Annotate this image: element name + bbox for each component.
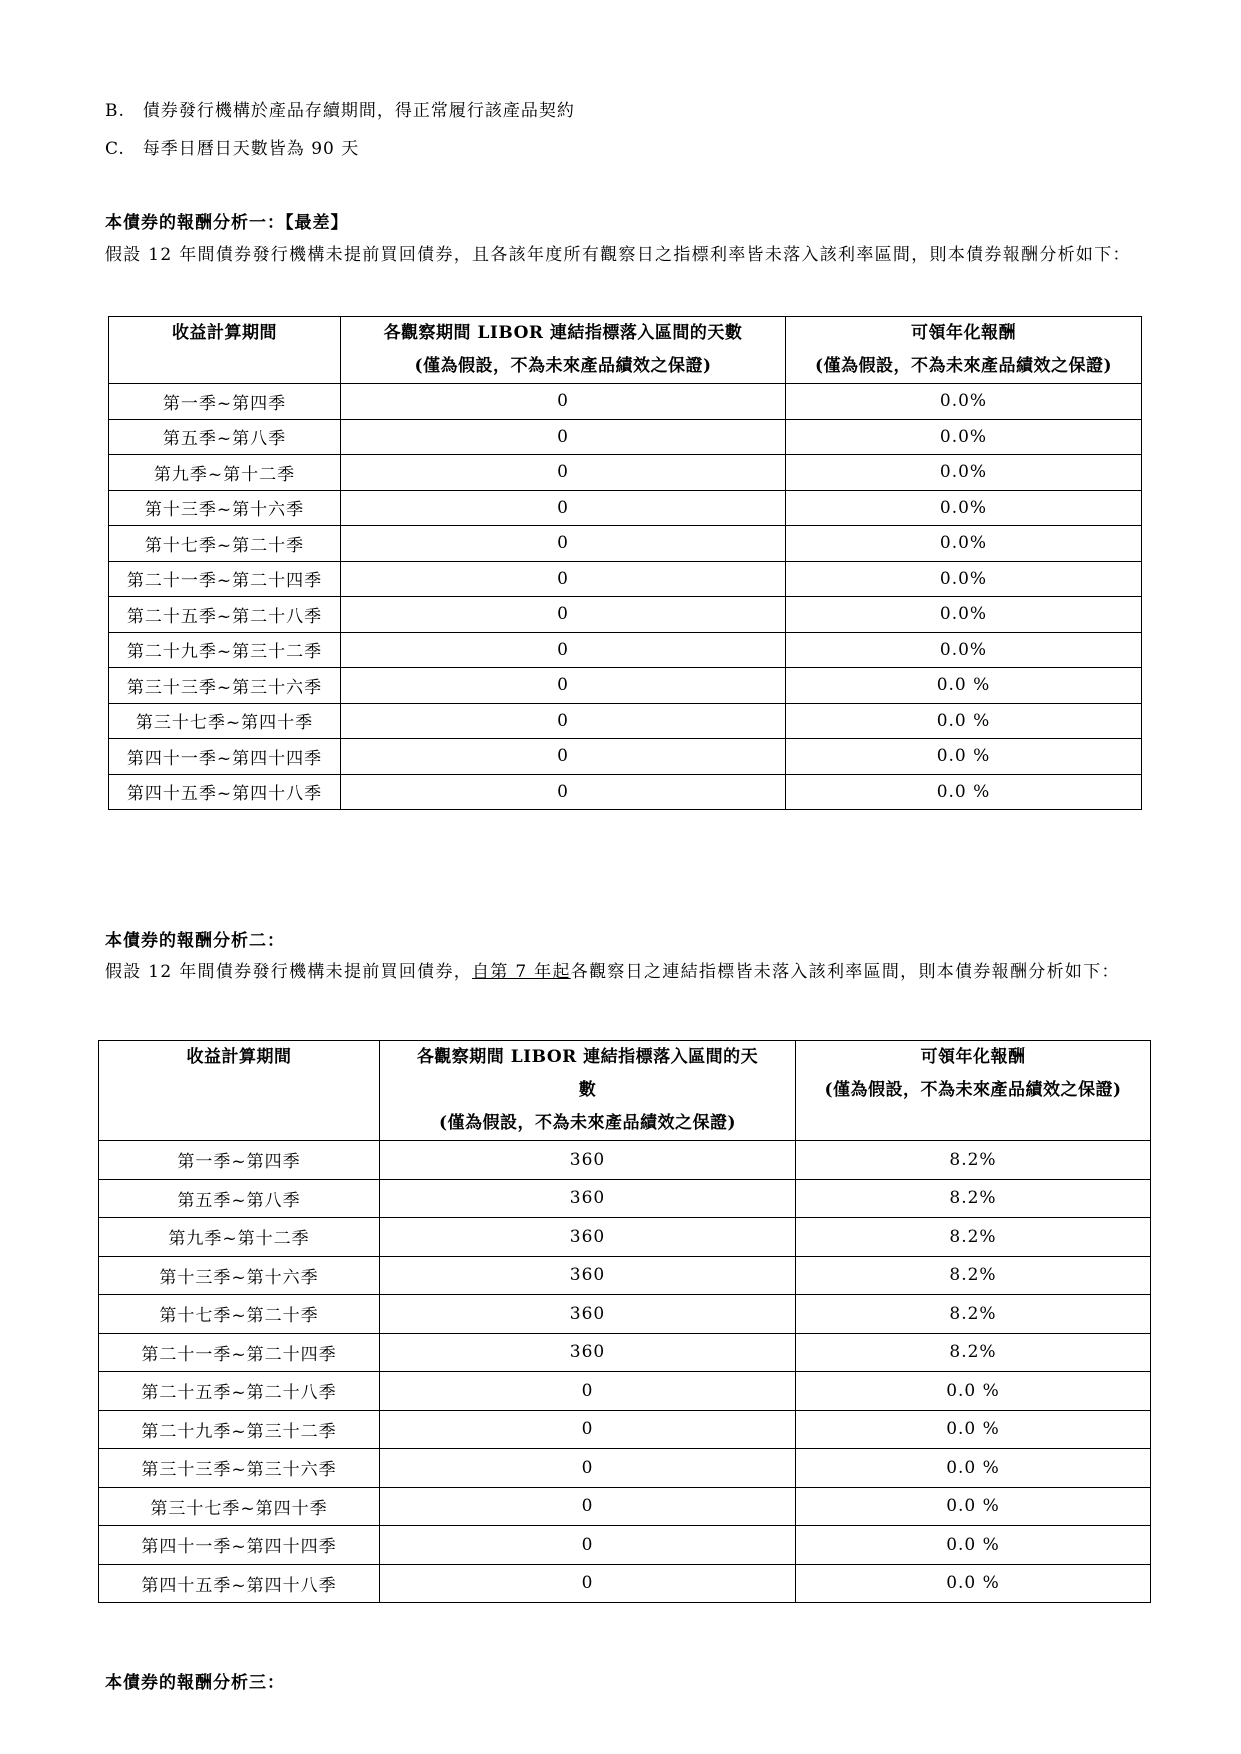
return-cell: 8.2% (796, 1295, 1151, 1334)
period-cell: 第十七季~第二十季 (109, 526, 341, 562)
days-cell: 0 (341, 455, 786, 491)
days-cell: 0 (341, 490, 786, 526)
days-cell: 0 (341, 597, 786, 633)
period-cell: 第一季~第四季 (99, 1141, 380, 1180)
table-row (99, 1295, 1151, 1334)
header-days-label: 各觀察期間 LIBOR 連結指標落入區間的天數 (383, 323, 743, 343)
header-return-label: 可領年化報酬 (920, 1047, 1026, 1067)
header-period (109, 317, 341, 384)
return-cell: 0.0% (786, 419, 1142, 455)
return-cell: 0.0% (786, 384, 1142, 420)
days-cell: 360 (380, 1256, 796, 1295)
period-cell: 第四十五季~第四十八季 (99, 1564, 380, 1603)
days-cell: 360 (380, 1179, 796, 1218)
condition-b: B. 債券發行機構於產品存續期間，得正常履行該產品契約 (105, 101, 575, 121)
table-row (109, 561, 1142, 597)
header-days (341, 317, 786, 384)
return-cell: 8.2% (796, 1141, 1151, 1180)
header-days-label-cont: 數 (578, 1080, 597, 1100)
table-row (99, 1564, 1151, 1603)
table-row (109, 597, 1142, 633)
header-days-disclaimer: (僅為假設，不為未來產品績效之保證) (414, 356, 712, 376)
analysis1-paragraph: 假設 12 年間債券發行機構未提前買回債券，且各該年度所有觀察日之指標利率皆未落入該利率區間，則本債券報酬分析如下： (105, 245, 1131, 265)
return-cell: 0.0% (786, 632, 1142, 668)
table-row (109, 739, 1142, 775)
table-row (99, 1526, 1151, 1565)
return-cell: 0.0% (786, 597, 1142, 633)
table-row (109, 774, 1142, 810)
analysis2-paragraph (105, 955, 1150, 990)
period-cell: 第五季~第八季 (109, 419, 341, 455)
days-cell: 0 (341, 384, 786, 420)
days-cell: 0 (341, 739, 786, 775)
return-cell: 8.2% (796, 1179, 1151, 1218)
header-period-label: 收益計算期間 (186, 1047, 292, 1067)
return-cell: 8.2% (796, 1218, 1151, 1257)
period-cell: 第三十三季~第三十六季 (109, 668, 341, 704)
table-row (109, 455, 1142, 491)
period-cell: 第一季~第四季 (109, 384, 341, 420)
period-cell: 第十七季~第二十季 (99, 1295, 380, 1334)
return-cell: 0.0 % (786, 774, 1142, 810)
analysis2-paragraph-post: 各觀察日之連結指標皆未落入該利率區間，則本債券報酬分析如下： (570, 962, 1120, 982)
header-return-disclaimer: (僅為假設，不為未來產品績效之保證) (814, 356, 1113, 376)
header-days (380, 1041, 796, 1141)
table-row (109, 668, 1142, 704)
days-cell: 0 (380, 1410, 796, 1449)
period-cell: 第十三季~第十六季 (99, 1256, 380, 1295)
return-cell: 0.0% (786, 490, 1142, 526)
return-cell: 0.0% (786, 455, 1142, 491)
table-row (109, 703, 1142, 739)
days-cell: 0 (341, 526, 786, 562)
period-cell: 第三十七季~第四十季 (99, 1487, 380, 1526)
table-row (109, 419, 1142, 455)
days-cell: 0 (341, 419, 786, 455)
analysis2-paragraph-underlined: 自第 7 年起 (472, 962, 571, 982)
table-row (99, 1449, 1151, 1488)
analysis2-paragraph-pre: 假設 12 年間債券發行機構未提前買回債券， (105, 962, 473, 982)
period-cell: 第四十五季~第四十八季 (109, 774, 341, 810)
header-period-label: 收益計算期間 (172, 323, 277, 343)
period-cell: 第四十一季~第四十四季 (99, 1526, 380, 1565)
return-cell: 0.0 % (786, 739, 1142, 775)
days-cell: 0 (380, 1526, 796, 1565)
header-return-disclaimer: (僅為假設，不為未來產品績效之保證) (824, 1080, 1122, 1100)
days-cell: 0 (380, 1372, 796, 1411)
return-cell: 0.0 % (796, 1526, 1151, 1565)
table-row (109, 384, 1142, 420)
return-cell: 0.0% (786, 561, 1142, 597)
table-row (99, 1487, 1151, 1526)
return-cell: 0.0 % (796, 1487, 1151, 1526)
analysis3-heading: 本債券的報酬分析三： (105, 1673, 285, 1693)
days-cell: 360 (380, 1141, 796, 1180)
days-cell: 0 (341, 668, 786, 704)
days-cell: 0 (341, 774, 786, 810)
days-cell: 360 (380, 1333, 796, 1372)
return-cell: 8.2% (796, 1333, 1151, 1372)
period-cell: 第二十九季~第三十二季 (99, 1410, 380, 1449)
analysis1-heading: 本債券的報酬分析一：【最差】 (105, 213, 349, 233)
days-cell: 360 (380, 1295, 796, 1334)
header-period (99, 1041, 380, 1141)
return-cell: 0.0 % (786, 668, 1142, 704)
table-row (99, 1256, 1151, 1295)
header-days-label: 各觀察期間 LIBOR 連結指標落入區間的天 (416, 1047, 759, 1067)
table-row (99, 1333, 1151, 1372)
table-row (99, 1218, 1151, 1257)
period-cell: 第二十一季~第二十四季 (109, 561, 341, 597)
period-cell: 第二十九季~第三十二季 (109, 632, 341, 668)
days-cell: 0 (380, 1449, 796, 1488)
analysis2-table (98, 1040, 1151, 1603)
period-cell: 第二十一季~第二十四季 (99, 1333, 380, 1372)
period-cell: 第四十一季~第四十四季 (109, 739, 341, 775)
table-row (109, 526, 1142, 562)
analysis1-table-header (109, 317, 1142, 384)
table-row (99, 1179, 1151, 1218)
return-cell: 0.0 % (786, 703, 1142, 739)
period-cell: 第三十三季~第三十六季 (99, 1449, 380, 1488)
table-row (99, 1410, 1151, 1449)
return-cell: 8.2% (796, 1256, 1151, 1295)
days-cell: 0 (341, 561, 786, 597)
days-cell: 0 (380, 1487, 796, 1526)
return-cell: 0.0 % (796, 1372, 1151, 1411)
analysis1-table (108, 316, 1142, 810)
period-cell: 第三十七季~第四十季 (109, 703, 341, 739)
days-cell: 0 (341, 703, 786, 739)
condition-c: C. 每季日曆日天數皆為 90 天 (105, 139, 360, 159)
header-return (796, 1041, 1151, 1141)
period-cell: 第九季~第十二季 (99, 1218, 380, 1257)
days-cell: 0 (341, 632, 786, 668)
period-cell: 第九季~第十二季 (109, 455, 341, 491)
period-cell: 第二十五季~第二十八季 (109, 597, 341, 633)
header-return (786, 317, 1142, 384)
analysis2-table-header (99, 1041, 1151, 1141)
return-cell: 0.0 % (796, 1410, 1151, 1449)
table-row (109, 490, 1142, 526)
return-cell: 0.0 % (796, 1449, 1151, 1488)
return-cell: 0.0 % (796, 1564, 1151, 1603)
header-return-label: 可領年化報酬 (911, 323, 1016, 343)
analysis2-heading: 本債券的報酬分析二： (105, 931, 285, 951)
period-cell: 第二十五季~第二十八季 (99, 1372, 380, 1411)
period-cell: 第五季~第八季 (99, 1179, 380, 1218)
table-row (109, 632, 1142, 668)
return-cell: 0.0% (786, 526, 1142, 562)
days-cell: 360 (380, 1218, 796, 1257)
table-row (99, 1372, 1151, 1411)
days-cell: 0 (380, 1564, 796, 1603)
header-days-disclaimer: (僅為假設，不為未來產品績效之保證) (438, 1113, 737, 1133)
period-cell: 第十三季~第十六季 (109, 490, 341, 526)
table-row (99, 1141, 1151, 1180)
